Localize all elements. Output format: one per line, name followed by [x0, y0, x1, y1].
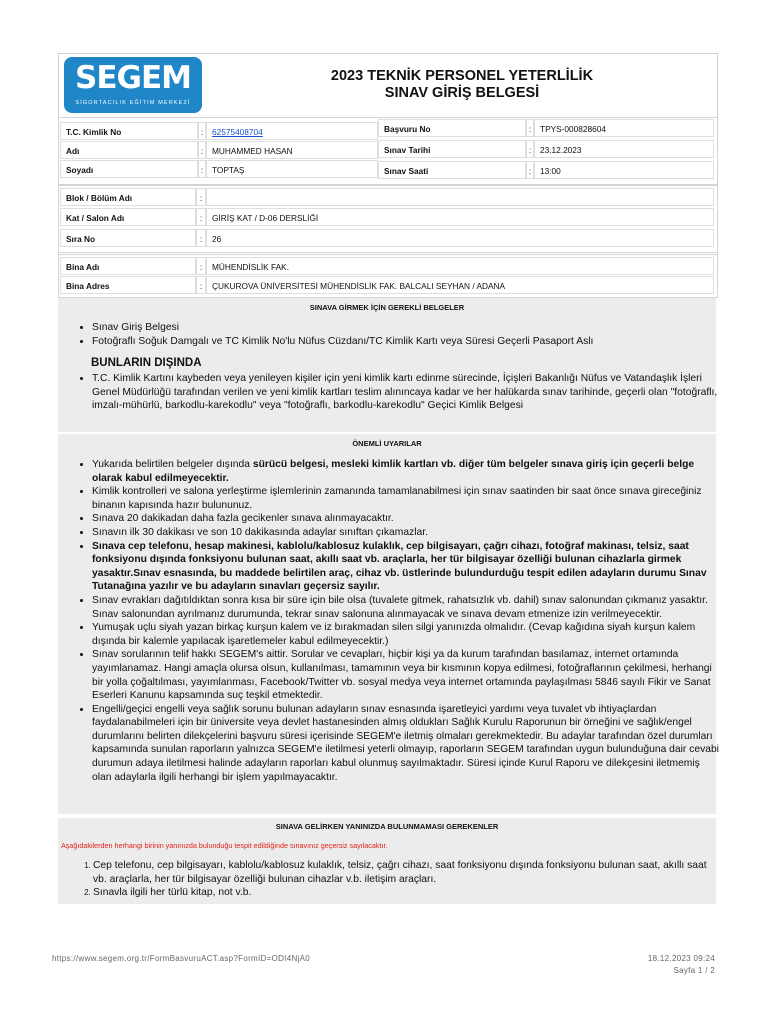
building-name-row [60, 257, 714, 275]
building-address-row [60, 276, 714, 294]
prohibited-warning: Aşağıdakilerden herhangi birinin yanınızda bulunduğu tespit edildiğinde sınavınız geçersiz sayılacaktır. [61, 841, 388, 850]
list-item: • Sınava 20 dakikadan daha fazla gecikenler sınava alınmayacaktır. [92, 512, 722, 526]
list-item: • Sınav evrakları dağıtıldıktan sonra kısa bir süre için bile olsa (tuvalete gitmek, rahatsızlık vb. dahil) sınav salonundan çıkmanız yasaktır. Sınav salonundan ayrılmanız durumunda, tekrar sınav salonuna alınmayacak ve sınava devam etmenize izin verilmeyecektir. [92, 594, 722, 621]
seat-sep: : [196, 229, 206, 247]
required-docs-section [58, 298, 716, 432]
list-item: • Fotoğraflı Soğuk Damgalı ve TC Kimlik No'lu Nüfus Cüzdanı/TC Kimlik Kartı veya Süresi Geçerli Pasaport Aslı [92, 335, 712, 349]
building-name-label: Bina Adı [60, 257, 196, 275]
required-docs-title: SINAVA GİRMEK İÇİN GEREKLİ BELGELER [309, 303, 465, 312]
application-row [378, 119, 714, 137]
name-sep: : [198, 141, 206, 159]
exam-date-sep: : [526, 140, 534, 158]
warning-5-bold: Sınava cep telefonu, hesap makinesi, kablolu/kablosuz kulaklık, cep bilgisayarı, çağrı cihazı, fotoğraf makinası, telsiz, saat fonksiyonu dışında fonksiyonu bulunan saat, akıllı saat vb. araçlarla, her tür bilgisayar özelliği bulunan cihazlarla girmek yasaktır.Sınav esnasında, bu maddede belirtilen araç, cihaz vb. üstlerinde bulundurduğu tespit edilen adayların durumu Sınav Tutanağına yazılır ve bu adayların sınavları geçersiz sayılır. [92, 540, 707, 593]
seat-label: Sıra No [60, 229, 196, 247]
prohibited-title: SINAVA GELİRKEN YANINIZDA BULUNMAMASI GEREKENLER [275, 822, 499, 831]
floor-value: GİRİŞ KAT / D-06 DERSLİĞİ [206, 208, 714, 226]
application-label: Başvuru No [378, 119, 526, 137]
name-value: MUHAMMED HASAN [206, 141, 378, 159]
tc-label: T.C. Kimlik No [60, 122, 198, 140]
prohibited-section [58, 818, 716, 904]
floor-row [60, 208, 714, 226]
exam-date-label: Sınav Tarihi [378, 140, 526, 158]
warning-1-text: Yukarıda belirtilen belgeler dışında [92, 459, 253, 470]
segem-logo [64, 57, 202, 113]
logo-tagline: SİGORTACILIK EĞİTİM MERKEZİ [75, 100, 191, 106]
required-docs-list [78, 321, 712, 348]
block-sep: : [196, 188, 206, 206]
name-label: Adı [60, 141, 198, 159]
list-item [92, 458, 722, 485]
seat-row [60, 229, 714, 247]
surname-value: TOPTAŞ [206, 160, 378, 178]
logo-wordmark: SEGEM [75, 60, 191, 96]
application-sep: : [526, 119, 534, 137]
building-name-value: MÜHENDİSLİK FAK. [206, 257, 714, 275]
surname-label: Soyadı [60, 160, 198, 178]
exam-time-label: Sınav Saati [378, 161, 526, 179]
warnings-title: ÖNEMLİ UYARILAR [352, 439, 422, 448]
application-value: TPYS-000828604 [534, 119, 714, 137]
title-line-2: SINAV GİRİŞ BELGESİ [384, 85, 540, 101]
list-item: • Sınav sorularının telif hakkı SEGEM's aittir. Sorular ve cevapları, hiçbir kişi ya da kurum tarafından basılamaz, internet ortamında yayımlanamaz. Hangi amaçla olursa olsun, kullanılması, tamamının veya bir kısmının kopya edilmesi, fotoğraflarının çekilmesi, herhangi bir yolla çoğaltılması, yayımlanması, Facebook/Twitter vb. sosyal medya veya internet ortamında paylaşılması 5846 sayılı Fikir ve Sanat Eserleri Kanunu kapsamında suç teşkil etmektedir. [92, 648, 722, 702]
warning-1-bold: sürücü belgesi, mesleki kimlik kartları vb. diğer tüm belgeler sınava giriş için geçerli belge olarak kabul edilmeyecektir. [92, 459, 695, 484]
warnings-list [78, 458, 722, 784]
list-item: 2. Sınavla ilgili her türlü kitap, not v.b. [93, 886, 723, 900]
block-row [60, 188, 714, 206]
except-heading: BUNLARIN DIŞINDA [91, 357, 202, 369]
name-row [60, 141, 378, 159]
footer-page-number: Sayfa 1 / 2 [673, 966, 715, 975]
document-title [212, 68, 712, 102]
exam-time-value: 13:00 [534, 161, 714, 179]
surname-sep: : [198, 160, 206, 178]
list-item: 1. Cep telefonu, cep bilgisayarı, kablolu/kablosuz kulaklık, telsiz, çağrı cihazı, saat fonksiyonu dışında fonksiyonu bulunan saat, akıllı saat vb. araçlarla, her tür bilgisayar özelliği bulunan cihazlar v.b. iletişim araçları. [93, 859, 723, 886]
exam-time-sep: : [526, 161, 534, 179]
exam-time-row [378, 161, 714, 179]
seat-value: 26 [206, 229, 714, 247]
except-list [78, 372, 722, 413]
footer-datetime: 18.12.2023 09:24 [647, 954, 715, 963]
list-item [92, 540, 722, 594]
floor-label: Kat / Salon Adı [60, 208, 196, 226]
prohibited-list [78, 859, 723, 900]
tc-value-cell [206, 122, 378, 140]
building-address-sep: : [196, 276, 206, 294]
building-name-sep: : [196, 257, 206, 275]
floor-sep: : [196, 208, 206, 226]
exam-date-row [378, 140, 714, 158]
list-item: • Yumuşak uçlu siyah yazan birkaç kurşun kalem ve iz bırakmadan silen silgi yanınızda olmalıdır. (Cevap kağıdına siyah kurşun kalem dışında bir kalemle yapılacak işaretlemeler kabul edilmeyecektir.) [92, 621, 722, 648]
tc-sep: : [198, 122, 206, 140]
building-address-label: Bina Adres [60, 276, 196, 294]
exam-date-value: 23.12.2023 [534, 140, 714, 158]
footer-url: https://www.segem.org.tr/FormBasvuruACT.asp?FormID=ODI4NjA0 [52, 954, 310, 963]
building-address-value: ÇUKUROVA ÜNİVERSİTESİ MÜHENDİSLİK FAK. BALCALI SEYHAN / ADANA [206, 276, 714, 294]
warnings-section [58, 434, 719, 814]
list-item: • Engelli/geçici engelli veya sağlık sorunu bulunan adayların sınav esnasında işaretleyici yardımı veya tuvalet vb ihtiyaçlardan faydalanabilmeleri için bir üniversite veya devlet hastanesinden almış oldukları Sağlık Kurulu Raporunun bir örneğini ve sağlık/engel durumlarını belirten dilekçelerini başvuru süresi içerisinde SEGEM'e iletmiş olmaları gerekmektedir. Bu adaylar tarafından özel durumları kapsamında sunulan raporların yalnızca SEGEM'e iletilmesi yeterli olmayıp, raporların SEGEM tarafından uygun bulunduğuna dair cevabi durumun adaya iletilmesi halinde adayların raporları kabul olunmuş sayılmaktadır. Süresi içinde Kurul Raporu ve dilekçesini iletmemiş olan adaylarla ilgili herhangi bir işlem yapılmayacaktır. [92, 703, 722, 785]
surname-row [60, 160, 378, 178]
tc-row [60, 122, 378, 140]
block-label: Blok / Bölüm Adı [60, 188, 196, 206]
list-item: • Kimlik kontrolleri ve salona yerleştirme işlemlerinin zamanında tamamlanabilmesi için sınav saatinden bir saat önce sınava gireceğiniz binanın kapısında hazır bulununuz. [92, 485, 722, 512]
title-line-1: 2023 TEKNİK PERSONEL YETERLİLİK [330, 68, 594, 84]
list-item: • Sınav Giriş Belgesi [92, 321, 712, 335]
list-item: • Sınavın ilk 30 dakikası ve son 10 dakikasında adaylar sınıftan çıkamazlar. [92, 526, 722, 540]
tc-value-link[interactable]: 62575408704 [212, 127, 263, 137]
list-item: • T.C. Kimlik Kartını kaybeden veya yenileyen kişiler için yeni kimlik kartı edinme sürecinde, İçişleri Bakanlığı Nüfus ve Vatandaşlık İşleri Genel Müdürlüğü tarafından verilen ve yeni kimlik kartları teslim alınıncaya kadar ve her halükarda sınav tarihinde, geçerli olan "fotoğraflı, imzalı-mühürlü, barkodlu-karekodlu" veya "fotoğraflı, barkodlu-karekodlu" Geçici Kimlik Belgesi [92, 372, 722, 413]
block-value [206, 188, 714, 206]
